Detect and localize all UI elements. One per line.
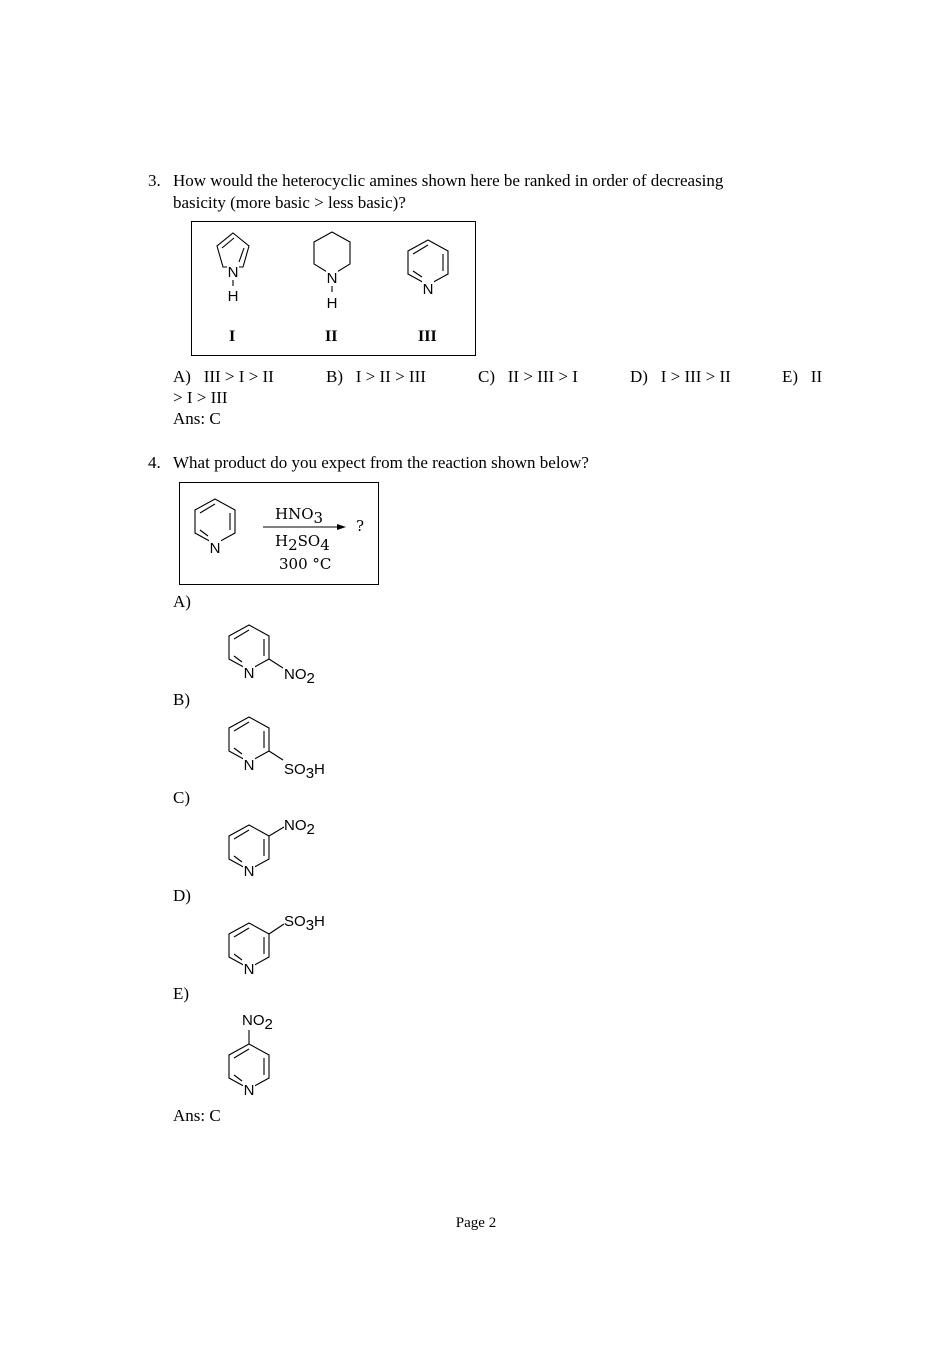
label-I: I <box>229 328 236 345</box>
q3-option-e-continued: > I > III <box>173 388 228 407</box>
q4-reaction <box>180 483 380 586</box>
reagent-h2so4: H2SO4 <box>275 532 330 554</box>
substituent-no2: NO2 <box>242 1012 273 1033</box>
q4-choice-c-structure <box>220 812 340 882</box>
substituent-so3h: SO3H <box>284 761 325 782</box>
q4-choice-c-letter: C) <box>173 788 190 807</box>
pyrrole-n-atom: N <box>227 264 239 281</box>
option-letter: C) <box>478 367 495 386</box>
reactant-pyridine <box>195 499 235 557</box>
substituent-no2: NO2 <box>284 666 315 687</box>
pyridine-n-atom: N <box>422 281 434 298</box>
q4-choice-e-structure <box>220 1008 340 1103</box>
q3-answer: Ans: C <box>173 409 221 428</box>
option-value: I > III > II <box>660 367 731 386</box>
q4-question: What product do you expect from the reaction shown below? <box>173 453 589 472</box>
q3-structures-box <box>191 221 476 356</box>
svg-text:N: N <box>243 1082 255 1099</box>
pyridine-structure <box>408 240 448 298</box>
q3-option-d <box>630 367 731 387</box>
option-value: II > III > I <box>507 367 578 386</box>
q4-choice-a-letter: A) <box>173 592 191 611</box>
option-value: II <box>810 367 823 386</box>
label-III: III <box>418 328 437 345</box>
q4-reaction-box <box>179 482 379 585</box>
q4-choice-b-letter: B) <box>173 690 190 709</box>
q4-choice-b-structure <box>220 712 350 782</box>
q4-choice-e-letter: E) <box>173 984 190 1003</box>
q4-choice-d-structure <box>220 910 350 980</box>
q4-choice-a-structure <box>220 620 340 690</box>
option-value: III > I > II <box>203 367 274 386</box>
svg-text:N: N <box>243 863 255 880</box>
q3-option-c <box>478 367 578 387</box>
q4-choice-d-letter: D) <box>173 886 191 905</box>
option-letter: E) <box>782 367 799 386</box>
piperidine-n-atom: N <box>326 270 338 287</box>
product-unknown: ? <box>356 517 365 535</box>
svg-text:N: N <box>243 665 255 682</box>
q3-number: 3. <box>148 171 161 190</box>
reagent-hno3: HNO3 <box>275 505 324 527</box>
option-value: I > II > III <box>355 367 426 386</box>
label-II: II <box>325 328 338 345</box>
q4-answer: Ans: C <box>173 1106 221 1125</box>
reaction-temperature: 300 °C <box>279 555 332 573</box>
svg-text:N: N <box>209 540 221 557</box>
page-number: Page 2 <box>455 1215 497 1231</box>
substituent-no2: NO2 <box>284 817 315 838</box>
q3-option-a <box>173 367 274 387</box>
pyrrole-structure <box>217 233 249 305</box>
svg-text:N: N <box>243 757 255 774</box>
option-letter: B) <box>326 367 343 386</box>
piperidine-h-atom: H <box>326 295 338 312</box>
q3-option-e <box>782 367 822 387</box>
q3-question-line1: How would the heterocyclic amines shown here be ranked in order of decreasing <box>173 171 724 190</box>
q4-number: 4. <box>148 453 161 472</box>
substituent-so3h: SO3H <box>284 913 325 934</box>
piperidine-structure <box>314 232 350 312</box>
option-letter: D) <box>630 367 648 386</box>
svg-text:N: N <box>243 961 255 978</box>
pyrrole-h-atom: H <box>227 288 239 305</box>
q3-option-b <box>326 367 426 387</box>
q3-question-line2: basicity (more basic > less basic)? <box>173 193 406 212</box>
option-letter: A) <box>173 367 191 386</box>
